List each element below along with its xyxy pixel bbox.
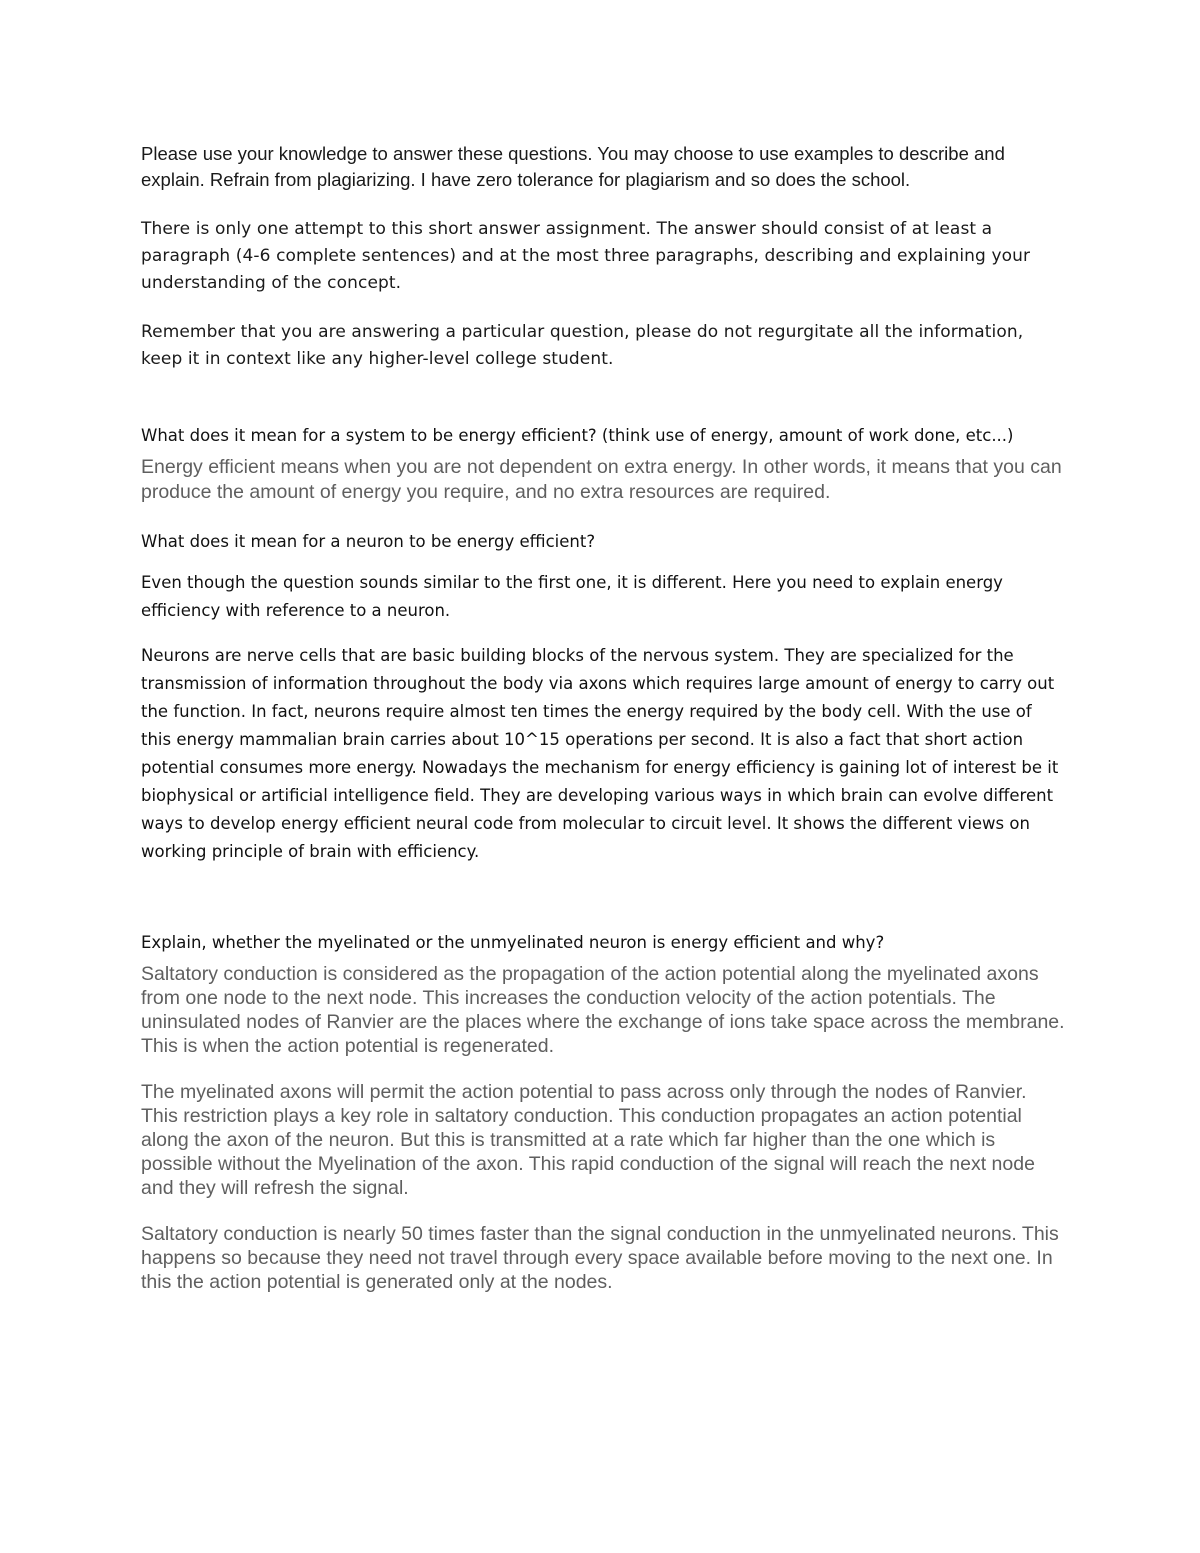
instruction-attempt-paragraph: There is only one attempt to this short answer assignment. The answer should consist of at least a paragraph (4-6 complete sentences) and at the most three paragraphs, describing and explaining your understanding of the concept. bbox=[141, 219, 1031, 293]
question-system-efficiency: What does it mean for a system to be energy efficient? (think use of energy, amount of work done, etc...) bbox=[141, 426, 1014, 445]
question-myelinated-vs-unmyelinated: Explain, whether the myelinated or the unmyelinated neuron is energy efficient and why? bbox=[141, 933, 885, 952]
intro-paragraph: Please use your knowledge to answer these questions. You may choose to use examples to describe and explain. Refrain from plagiarizing. I have zero tolerance for plagiarism and so does the school. bbox=[141, 143, 1005, 190]
answer-neuron-efficiency: Neurons are nerve cells that are basic building blocks of the nervous system. They are specialized for the transmission of information throughout the body via axons which requires large amount of energy to carry out the function. In fact, neurons require almost ten times the energy required by the body cell. With the use of this energy mammalian brain carries about 10^15 operations per second. It is also a fact that short action potential consumes more energy. Nowadays the mechanism for energy efficiency is gaining lot of interest be it biophysical or artificial intelligence field. They are developing various ways in which brain can evolve different ways to develop energy efficient neural code from molecular to circuit level. It shows the different views on working principle of brain with efficiency. bbox=[141, 646, 1059, 861]
question-neuron-efficiency: What does it mean for a neuron to be energy efficient? bbox=[141, 532, 596, 551]
document-page bbox=[141, 141, 1066, 1294]
instruction-context-paragraph: Remember that you are answering a particular question, please do not regurgitate all the information, keep it in context like any higher-level college student. bbox=[141, 322, 1024, 369]
answer-saltatory-paragraph-2: The myelinated axons will permit the action potential to pass across only through the nodes of Ranvier. This restriction plays a key role in saltatory conduction. This conduction propagates an action potential along the axon of the neuron. But this is transmitted at a rate which far higher than the one which is possible without the Myelination of the axon. This rapid conduction of the signal will reach the next node and they will refresh the signal. bbox=[141, 1081, 1035, 1199]
question-neuron-note: Even though the question sounds similar to the first one, it is different. Here you need to explain energy efficiency with reference to a neuron. bbox=[141, 573, 1003, 620]
answer-system-efficiency: Energy efficient means when you are not dependent on extra energy. In other words, it means that you can produce the amount of energy you require, and no extra resources are required. bbox=[141, 456, 1062, 503]
answer-saltatory-paragraph-1: Saltatory conduction is considered as the propagation of the action potential along the myelinated axons from one node to the next node. This increases the conduction velocity of the action potentials. The uninsulated nodes of Ranvier are the places where the exchange of ions take space across the membrane. This is when the action potential is regenerated. bbox=[141, 963, 1065, 1057]
answer-saltatory-paragraph-3: Saltatory conduction is nearly 50 times faster than the signal conduction in the unmyelinated neurons. This happens so because they need not travel through every space available before moving to the next one. In this the action potential is generated only at the nodes. bbox=[141, 1223, 1059, 1293]
